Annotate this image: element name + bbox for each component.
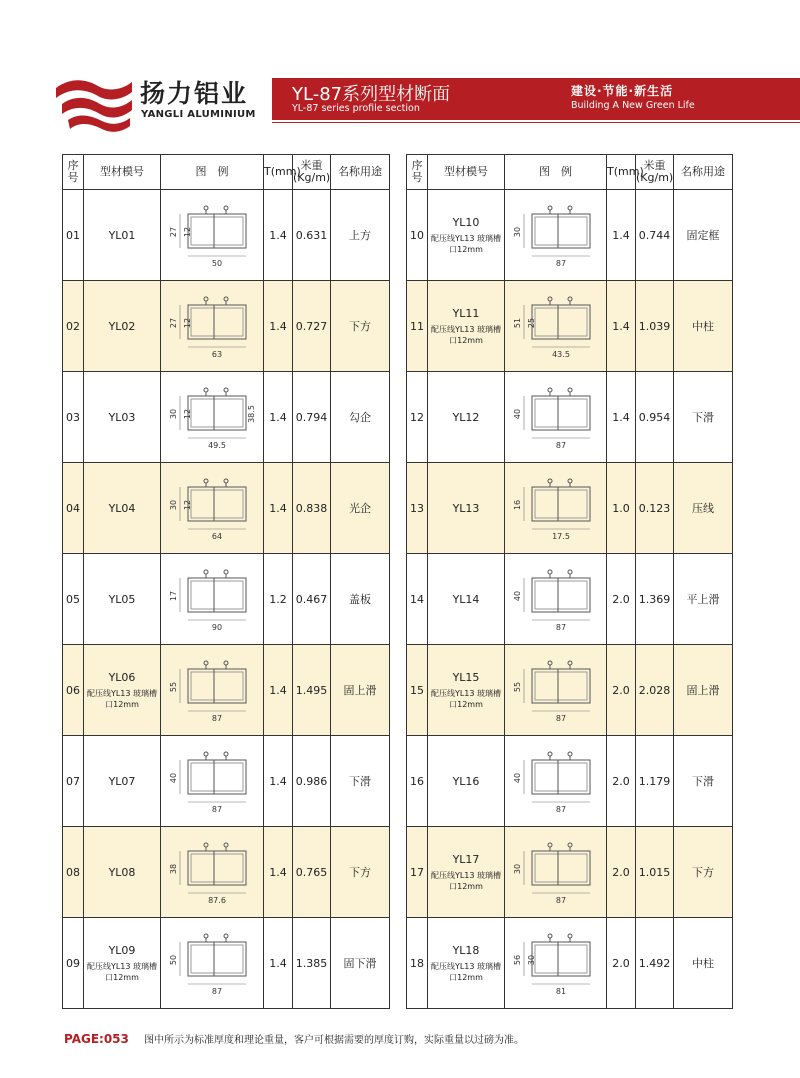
series-title-en: YL-87 series profile section [292, 103, 420, 114]
dimension-label: 17.5 [551, 532, 570, 541]
row-weight: 0.838 [293, 463, 331, 554]
row-model-cell [84, 372, 161, 463]
dimension-label: 40 [169, 772, 178, 784]
header-divider [272, 122, 800, 123]
row-weight: 1.369 [636, 554, 674, 645]
row-usage: 中柱 [674, 918, 733, 1009]
row-model-cell [84, 918, 161, 1009]
row-seq: 15 [407, 645, 428, 736]
row-model: YL13 [452, 501, 480, 515]
profile-drawing [166, 742, 258, 820]
row-usage: 盖板 [331, 554, 390, 645]
profile-table-left [62, 154, 390, 1009]
dimension-label: 16 [512, 499, 522, 511]
profile-drawing [166, 833, 258, 911]
profile-drawing [166, 560, 258, 638]
row-figure [161, 827, 264, 918]
slogan-cn: 建设·节能·新生活 [571, 84, 674, 98]
row-weight: 0.631 [293, 190, 331, 281]
column-header-usage: 名称用途 [674, 155, 733, 190]
table-row [407, 281, 733, 372]
dimension-label: 30 [512, 226, 522, 238]
dimension-label: 12 [183, 499, 192, 511]
dimension-label: 87 [555, 896, 566, 905]
table-row [63, 281, 390, 372]
row-figure [161, 645, 264, 736]
dimension-label: 87 [211, 987, 223, 996]
dimension-label: 87 [211, 805, 223, 814]
row-model-cell [428, 463, 505, 554]
column-header-model: 型材模号 [84, 155, 161, 190]
dimension-label: 87 [555, 714, 566, 723]
dimension-label: 43.5 [551, 350, 570, 359]
row-usage: 下滑 [674, 372, 733, 463]
row-figure [505, 281, 607, 372]
row-model-cell [84, 463, 161, 554]
dimension-label: 12 [183, 226, 192, 238]
table-row [407, 554, 733, 645]
row-figure [505, 918, 607, 1009]
dimension-label: 27 [169, 226, 178, 238]
row-model: YL04 [108, 501, 136, 515]
row-weight: 2.028 [636, 645, 674, 736]
row-model: YL11 [452, 306, 480, 320]
row-model-cell [84, 645, 161, 736]
table-row [63, 736, 390, 827]
row-figure [505, 190, 607, 281]
row-seq: 16 [407, 736, 428, 827]
row-model: YL02 [108, 319, 136, 333]
dimension-label: 30 [512, 863, 522, 875]
dimension-label: 38 [169, 863, 178, 875]
dimension-label: 64 [211, 532, 223, 541]
dimension-label: 87 [555, 259, 566, 268]
dimension-label: 17 [169, 590, 178, 602]
row-model: YL07 [108, 774, 136, 788]
row-model: YL12 [452, 410, 480, 424]
row-usage: 光企 [331, 463, 390, 554]
row-thickness: 1.4 [607, 190, 636, 281]
row-weight: 1.495 [293, 645, 331, 736]
row-thickness: 2.0 [607, 736, 636, 827]
table-row [407, 918, 733, 1009]
row-seq: 12 [407, 372, 428, 463]
row-weight: 0.765 [293, 827, 331, 918]
table-row [63, 554, 390, 645]
row-model-cell [428, 827, 505, 918]
row-usage: 固下滑 [331, 918, 390, 1009]
row-usage: 下方 [674, 827, 733, 918]
footer-note: 图中所示为标准厚度和理论重量，客户可根据需要的厚度订购，实际重量以过磅为准。 [144, 1035, 525, 1046]
brand-name-cn: 扬力铝业 [140, 79, 249, 108]
row-figure [505, 736, 607, 827]
dimension-label: 50 [169, 954, 178, 966]
row-thickness: 1.4 [264, 190, 293, 281]
row-thickness: 1.2 [264, 554, 293, 645]
column-header-weight: 米重(Kg/m) [636, 155, 674, 190]
row-seq: 18 [407, 918, 428, 1009]
dimension-label: 40 [512, 408, 522, 420]
column-header-usage: 名称用途 [331, 155, 390, 190]
row-thickness: 1.4 [264, 918, 293, 1009]
row-note: 配压线YL13 玻璃槽口12mm [430, 233, 502, 254]
row-model: YL14 [452, 592, 480, 606]
row-model-cell [84, 190, 161, 281]
row-figure [505, 554, 607, 645]
row-thickness: 2.0 [607, 827, 636, 918]
row-model: YL01 [108, 228, 136, 242]
dimension-label: 55 [169, 681, 178, 693]
dimension-label: 12 [183, 408, 192, 420]
row-seq: 14 [407, 554, 428, 645]
row-model-cell [84, 827, 161, 918]
dimension-label: 87 [555, 623, 566, 632]
row-weight: 1.015 [636, 827, 674, 918]
row-usage: 下方 [331, 281, 390, 372]
profile-drawing [510, 378, 602, 456]
dimension-label: 50 [211, 259, 223, 268]
dimension-label: 40 [512, 590, 522, 602]
row-model-cell [84, 554, 161, 645]
row-model: YL10 [452, 215, 480, 229]
row-weight: 0.467 [293, 554, 331, 645]
profile-drawing [510, 924, 602, 1002]
row-weight: 0.986 [293, 736, 331, 827]
row-model: YL09 [108, 943, 136, 957]
profile-drawing [510, 469, 602, 547]
row-model: YL17 [452, 852, 480, 866]
table-row [63, 372, 390, 463]
row-model: YL16 [452, 774, 480, 788]
dimension-label: 25 [526, 317, 536, 329]
title-band [272, 78, 800, 120]
row-weight: 0.794 [293, 372, 331, 463]
row-seq: 07 [63, 736, 84, 827]
column-header-figure: 图 例 [161, 155, 264, 190]
row-usage: 勾企 [331, 372, 390, 463]
row-model: YL15 [452, 670, 480, 684]
dimension-label: 56 [512, 954, 522, 966]
row-thickness: 1.0 [607, 463, 636, 554]
row-model: YL03 [108, 410, 136, 424]
row-weight: 1.039 [636, 281, 674, 372]
row-thickness: 1.4 [264, 281, 293, 372]
row-thickness: 1.4 [264, 463, 293, 554]
row-model-cell [428, 645, 505, 736]
column-header-model: 型材模号 [428, 155, 505, 190]
profile-drawing [510, 560, 602, 638]
row-model-cell [428, 190, 505, 281]
row-note: 配压线YL13 玻璃槽口12mm [430, 870, 502, 891]
row-note: 配压线YL13 玻璃槽口12mm [430, 324, 502, 345]
row-note: 配压线YL13 玻璃槽口12mm [430, 688, 502, 709]
row-model: YL18 [452, 943, 480, 957]
row-model-cell [428, 372, 505, 463]
row-weight: 0.727 [293, 281, 331, 372]
row-figure [505, 463, 607, 554]
row-figure [505, 372, 607, 463]
profile-table-right [406, 154, 733, 1009]
row-figure [161, 918, 264, 1009]
row-usage: 压线 [674, 463, 733, 554]
table-row [63, 918, 390, 1009]
dimension-label: 38.5 [247, 405, 256, 423]
profile-drawing [166, 651, 258, 729]
row-figure [505, 827, 607, 918]
dimension-label: 27 [169, 317, 178, 329]
row-figure [161, 736, 264, 827]
dimension-label: 30 [526, 954, 536, 966]
row-thickness: 1.4 [607, 372, 636, 463]
dimension-label: 55 [512, 681, 522, 693]
row-usage: 固定框 [674, 190, 733, 281]
row-usage: 下滑 [674, 736, 733, 827]
row-figure [161, 463, 264, 554]
row-seq: 05 [63, 554, 84, 645]
row-weight: 0.123 [636, 463, 674, 554]
dimension-label: 30 [169, 408, 178, 420]
footer [64, 1031, 524, 1046]
profile-drawing [166, 287, 258, 365]
row-figure [161, 190, 264, 281]
row-seq: 13 [407, 463, 428, 554]
dimension-label: 63 [211, 350, 223, 359]
row-usage: 固上滑 [674, 645, 733, 736]
row-seq: 08 [63, 827, 84, 918]
row-model-cell [428, 281, 505, 372]
row-model: YL08 [108, 865, 136, 879]
row-seq: 09 [63, 918, 84, 1009]
row-seq: 01 [63, 190, 84, 281]
header [0, 68, 800, 128]
row-weight: 0.744 [636, 190, 674, 281]
table-row [63, 463, 390, 554]
row-seq: 02 [63, 281, 84, 372]
dimension-label: 30 [169, 499, 178, 511]
row-thickness: 2.0 [607, 645, 636, 736]
row-figure [505, 645, 607, 736]
profile-drawing [510, 287, 602, 365]
row-weight: 1.179 [636, 736, 674, 827]
table-row [407, 736, 733, 827]
table-row [407, 463, 733, 554]
row-usage: 上方 [331, 190, 390, 281]
row-usage: 中柱 [674, 281, 733, 372]
table-row [63, 827, 390, 918]
row-thickness: 1.4 [264, 736, 293, 827]
row-seq: 03 [63, 372, 84, 463]
dimension-label: 51 [512, 317, 522, 329]
row-seq: 10 [407, 190, 428, 281]
row-model-cell [84, 736, 161, 827]
row-model: YL06 [108, 670, 136, 684]
row-thickness: 1.4 [264, 372, 293, 463]
table-row [407, 372, 733, 463]
profile-drawing [510, 833, 602, 911]
table-row [407, 827, 733, 918]
row-usage: 下方 [331, 827, 390, 918]
row-model-cell [428, 918, 505, 1009]
column-header-seq: 序号 [407, 155, 428, 190]
row-note: 配压线YL13 玻璃槽口12mm [430, 961, 502, 982]
row-usage: 下滑 [331, 736, 390, 827]
table-row [63, 645, 390, 736]
row-model-cell [428, 736, 505, 827]
dimension-label: 87 [211, 714, 223, 723]
row-thickness: 2.0 [607, 918, 636, 1009]
row-usage: 平上滑 [674, 554, 733, 645]
row-note: 配压线YL13 玻璃槽口12mm [86, 961, 158, 982]
row-note: 配压线YL13 玻璃槽口12mm [86, 688, 158, 709]
slogan-en: Building A New Green Life [571, 100, 695, 111]
profile-drawing [166, 378, 258, 456]
profile-drawing [510, 196, 602, 274]
dimension-label: 87 [555, 805, 566, 814]
column-header-thickness: T(mm) [264, 155, 293, 190]
dimension-label: 12 [183, 317, 192, 329]
profile-drawing [166, 196, 258, 274]
row-thickness: 1.4 [264, 645, 293, 736]
profile-drawing [510, 742, 602, 820]
row-figure [161, 554, 264, 645]
column-header-thickness: T(mm) [607, 155, 636, 190]
row-seq: 17 [407, 827, 428, 918]
row-seq: 11 [407, 281, 428, 372]
row-weight: 1.385 [293, 918, 331, 1009]
logo-flag-icon [52, 74, 134, 136]
row-model-cell [428, 554, 505, 645]
dimension-label: 87 [555, 441, 566, 450]
dimension-label: 81 [555, 987, 566, 996]
row-thickness: 1.4 [607, 281, 636, 372]
dimension-label: 40 [512, 772, 522, 784]
column-header-weight: 米重(Kg/m) [293, 155, 331, 190]
table-row [407, 645, 733, 736]
profile-drawing [510, 651, 602, 729]
brand-name-en: YANGLI ALUMINIUM [141, 109, 256, 120]
dimension-label: 49.5 [208, 441, 226, 450]
row-usage: 固上滑 [331, 645, 390, 736]
row-seq: 04 [63, 463, 84, 554]
dimension-label: 90 [211, 623, 223, 632]
profile-drawing [166, 924, 258, 1002]
row-model: YL05 [108, 592, 136, 606]
page-number: PAGE:053 [64, 1032, 129, 1046]
row-thickness: 1.4 [264, 827, 293, 918]
column-header-figure: 图 例 [505, 155, 607, 190]
row-seq: 06 [63, 645, 84, 736]
table-row [407, 190, 733, 281]
row-weight: 0.954 [636, 372, 674, 463]
row-figure [161, 281, 264, 372]
row-thickness: 2.0 [607, 554, 636, 645]
row-figure [161, 372, 264, 463]
table-row [63, 190, 390, 281]
column-header-seq: 序号 [63, 155, 84, 190]
profile-drawing [166, 469, 258, 547]
row-weight: 1.492 [636, 918, 674, 1009]
series-title-cn: YL-87系列型材断面 [292, 84, 451, 105]
dimension-label: 87.6 [208, 896, 226, 905]
row-model-cell [84, 281, 161, 372]
